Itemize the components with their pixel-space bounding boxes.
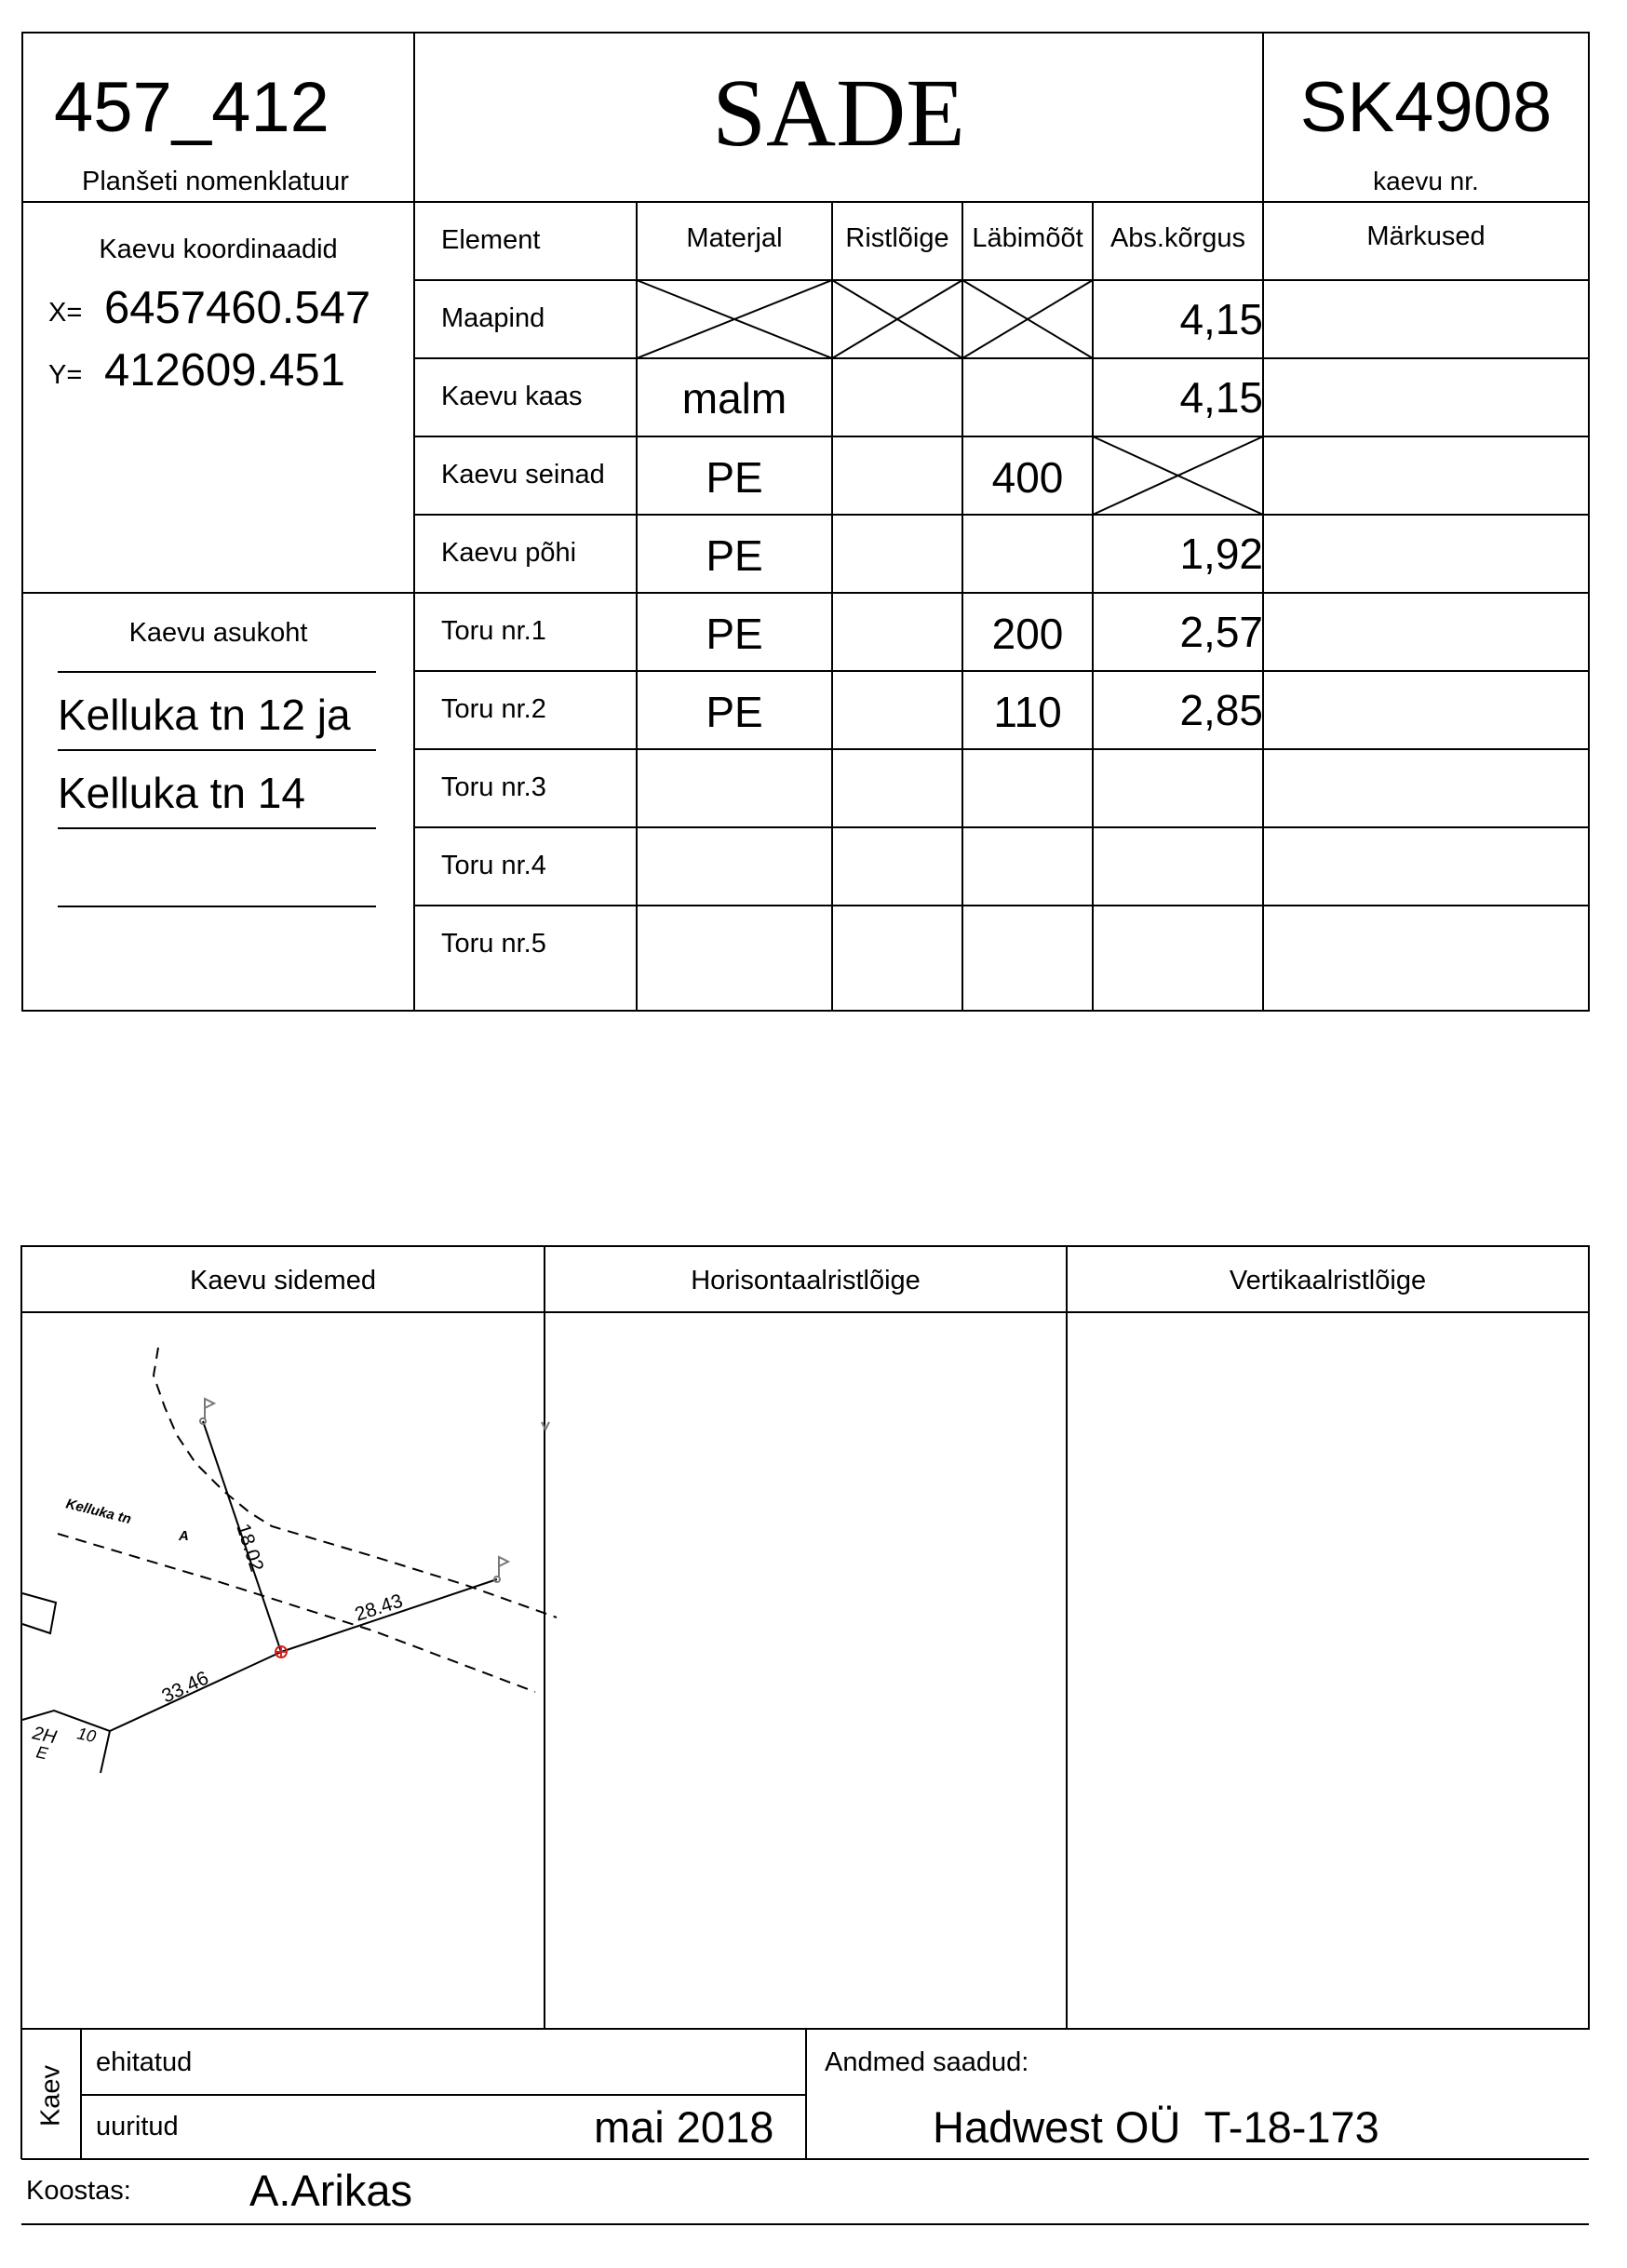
page-title: SADE: [712, 60, 965, 167]
row-diameter: 110: [993, 688, 1062, 736]
row-element: Toru nr.5: [441, 929, 546, 959]
location-line-1: Kelluka tn 12 ja: [58, 691, 351, 739]
y-label: Y=: [48, 360, 83, 390]
location-line-2: Kelluka tn 14: [58, 769, 305, 817]
row-element: Kaevu seinad: [441, 460, 605, 490]
header-notes: Märkused: [1366, 221, 1486, 251]
distance-3: 33.46: [158, 1667, 212, 1708]
header-element: Element: [441, 225, 541, 255]
surveyed-label: uuritud: [96, 2112, 179, 2141]
distance-2: 28.43: [352, 1590, 406, 1626]
built-label: ehitatud: [96, 2047, 193, 2077]
section-vertical-title: Vertikaalristlõige: [1229, 1266, 1427, 1295]
building-number: 10: [75, 1724, 98, 1747]
well-marker: [276, 1646, 287, 1657]
data-source-value: Hadwest OÜ T-18-173: [933, 2102, 1379, 2152]
row-elevation: 2,57: [1179, 608, 1263, 656]
data-source-label: Andmed saadud:: [825, 2047, 1029, 2077]
y-value: 412609.451: [104, 345, 345, 396]
compiled-label: Koostas:: [26, 2176, 131, 2206]
row-material: PE: [706, 688, 763, 736]
compiled-value: A.Arikas: [249, 2166, 412, 2215]
row-material: PE: [706, 610, 763, 658]
header-material: Materjal: [686, 223, 783, 253]
row-element: Toru nr.4: [441, 851, 546, 880]
section-ties-title: Kaevu sidemed: [190, 1266, 376, 1295]
row-elevation: 4,15: [1179, 373, 1263, 422]
row-diameter: 200: [991, 610, 1064, 658]
surveyed-date: mai 2018: [594, 2102, 774, 2152]
x-value: 6457460.547: [104, 283, 371, 333]
street-edge-lower: [58, 1534, 535, 1692]
row-element: Toru nr.1: [441, 616, 546, 646]
row-element: Toru nr.3: [441, 772, 546, 802]
row-element: Kaevu kaas: [441, 382, 583, 411]
row-material: malm: [681, 374, 787, 423]
coordinates-caption: Kaevu koordinaadid: [99, 235, 338, 264]
row-element: Maapind: [441, 303, 545, 333]
sheet-number: 457_412: [54, 68, 329, 147]
tick-mark: [542, 1422, 549, 1429]
well-caption: kaevu nr.: [1373, 167, 1479, 195]
distance-1: 18.02: [232, 1521, 268, 1575]
reference-flag-1: [205, 1399, 214, 1418]
row-elevation: 4,15: [1179, 295, 1263, 343]
location-caption: Kaevu asukoht: [128, 618, 308, 648]
well-number: SK4908: [1299, 68, 1553, 147]
row-element: Kaevu põhi: [441, 538, 577, 568]
kaev-label: Kaev: [35, 2064, 66, 2127]
reference-flag-2: [499, 1557, 508, 1577]
row-element: Toru nr.2: [441, 694, 546, 724]
row-material: PE: [706, 453, 763, 502]
street-label: Kelluka tn: [64, 1496, 133, 1528]
street-letter: A: [179, 1528, 189, 1544]
building-outline: [22, 1593, 110, 1773]
row-diameter: 400: [991, 453, 1064, 502]
header-cross-section: Ristlõige: [845, 223, 949, 253]
x-label: X=: [48, 298, 83, 328]
section-horizontal-title: Horisontaalristlõige: [691, 1266, 921, 1295]
header-elevation: Abs.kõrgus: [1109, 223, 1246, 253]
building-label: 2H: [30, 1723, 59, 1749]
building-letter: E: [34, 1742, 50, 1764]
sheet-caption: Planšeti nomenklatuur: [82, 167, 349, 196]
row-elevation: 1,92: [1179, 530, 1263, 578]
row-elevation: 2,85: [1179, 686, 1263, 734]
header-diameter: Läbimõõt: [972, 223, 1083, 253]
row-material: PE: [706, 531, 763, 580]
